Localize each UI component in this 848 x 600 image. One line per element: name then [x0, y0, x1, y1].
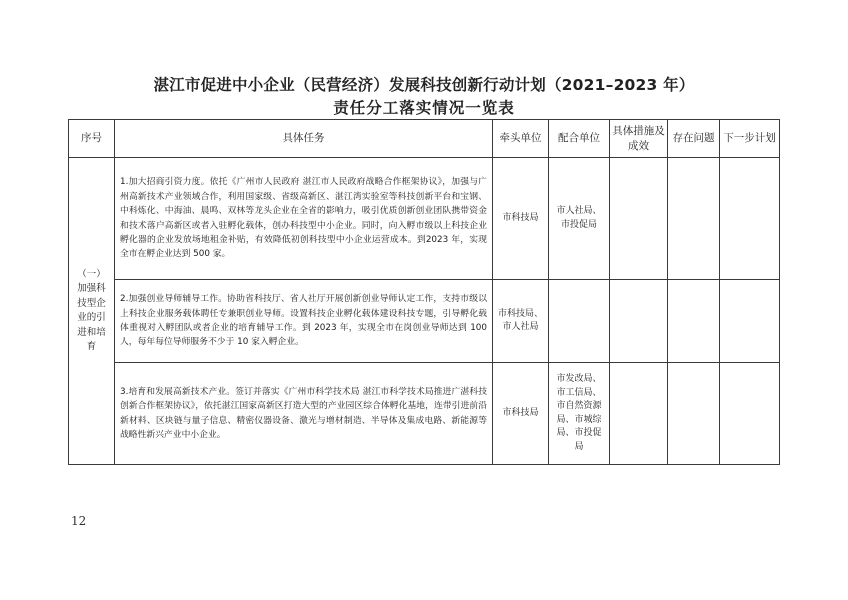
- document-title-line2: 责任分工落实情况一览表: [333, 99, 515, 117]
- coop-unit-cell: 市人社局、市投促局: [549, 158, 610, 280]
- header-next: 下一步计划: [720, 120, 780, 158]
- page-number: 12: [71, 514, 87, 528]
- header-coop: 配合单位: [549, 120, 610, 158]
- task-cell: 3.培育和发展高新技术产业。签订并落实《广州市科学技术局 湛江市科学技术局推进广湛科技创新合作框架协议》，依托湛江国家高新区打造大型的产业园区综合体孵化基地，连带引进前沿新材料、区块链与量子信息、精密仪器设备、激光与增材制造、半导体及集成电路、新能源等战略性新兴产业中小企业。: [115, 363, 493, 465]
- next-plan-cell: [720, 280, 780, 363]
- issues-cell: [668, 158, 720, 280]
- table-row: [69, 280, 780, 363]
- document-title-line1: 湛江市促进中小企业（民营经济）发展科技创新行动计划（2021–2023 年）: [153, 76, 695, 94]
- next-plan-cell: [720, 363, 780, 465]
- measures-cell: [610, 158, 668, 280]
- responsibility-table: [68, 119, 780, 465]
- header-seq: 序号: [69, 120, 115, 158]
- lead-unit-cell: 市科技局、市人社局: [493, 280, 549, 363]
- table-row: [69, 158, 780, 280]
- measures-cell: [610, 280, 668, 363]
- header-lead: 牵头单位: [493, 120, 549, 158]
- table-row: [69, 363, 780, 465]
- header-issues: 存在问题: [668, 120, 720, 158]
- table-header-row: [69, 120, 780, 158]
- next-plan-cell: [720, 158, 780, 280]
- lead-unit-cell: 市科技局: [493, 158, 549, 280]
- coop-unit-cell: 市发改局、市工信局、市自然资源局、市城综局、市投促局: [549, 363, 610, 465]
- task-cell: 1.加大招商引资力度。依托《广州市人民政府 湛江市人民政府战略合作框架协议》，加强与广州高新技术产业领域合作，利用国家级、省级高新区、湛江湾实验室等科技创新平台和宝钢、中科炼化、中海油、晨鸣、双林等龙头企业在全省的影响力，吸引优质创新创业团队携带资金和技术落户高新区或者入驻孵化载体，创办科技型中小企业。同时，向入孵市级以上科技企业孵化器的企业发放场地租金补贴，有效降低初创科技型中小企业运营成本。到2023 年，实现全市在孵企业达到 500 家。: [115, 158, 493, 280]
- header-task: 具体任务: [115, 120, 493, 158]
- measures-cell: [610, 363, 668, 465]
- issues-cell: [668, 363, 720, 465]
- lead-unit-cell: 市科技局: [493, 363, 549, 465]
- issues-cell: [668, 280, 720, 363]
- category-cell: （一）加强科技型企业的引进和培育: [69, 158, 115, 465]
- task-cell: 2.加强创业导师辅导工作。协助省科技厅、省人社厅开展创新创业导师认定工作，支持市级以上科技企业服务载体聘任专兼职创业导师。设置科技企业孵化载体建设科技专题，引导孵化载体重视对入孵团队或者企业的培育辅导工作。到 2023 年，实现全市在岗创业导师达到 100 人，每年每位导师服务不少于 10 家入孵企业。: [115, 280, 493, 363]
- header-measures: 具体措施及成效: [610, 120, 668, 158]
- coop-unit-cell: [549, 280, 610, 363]
